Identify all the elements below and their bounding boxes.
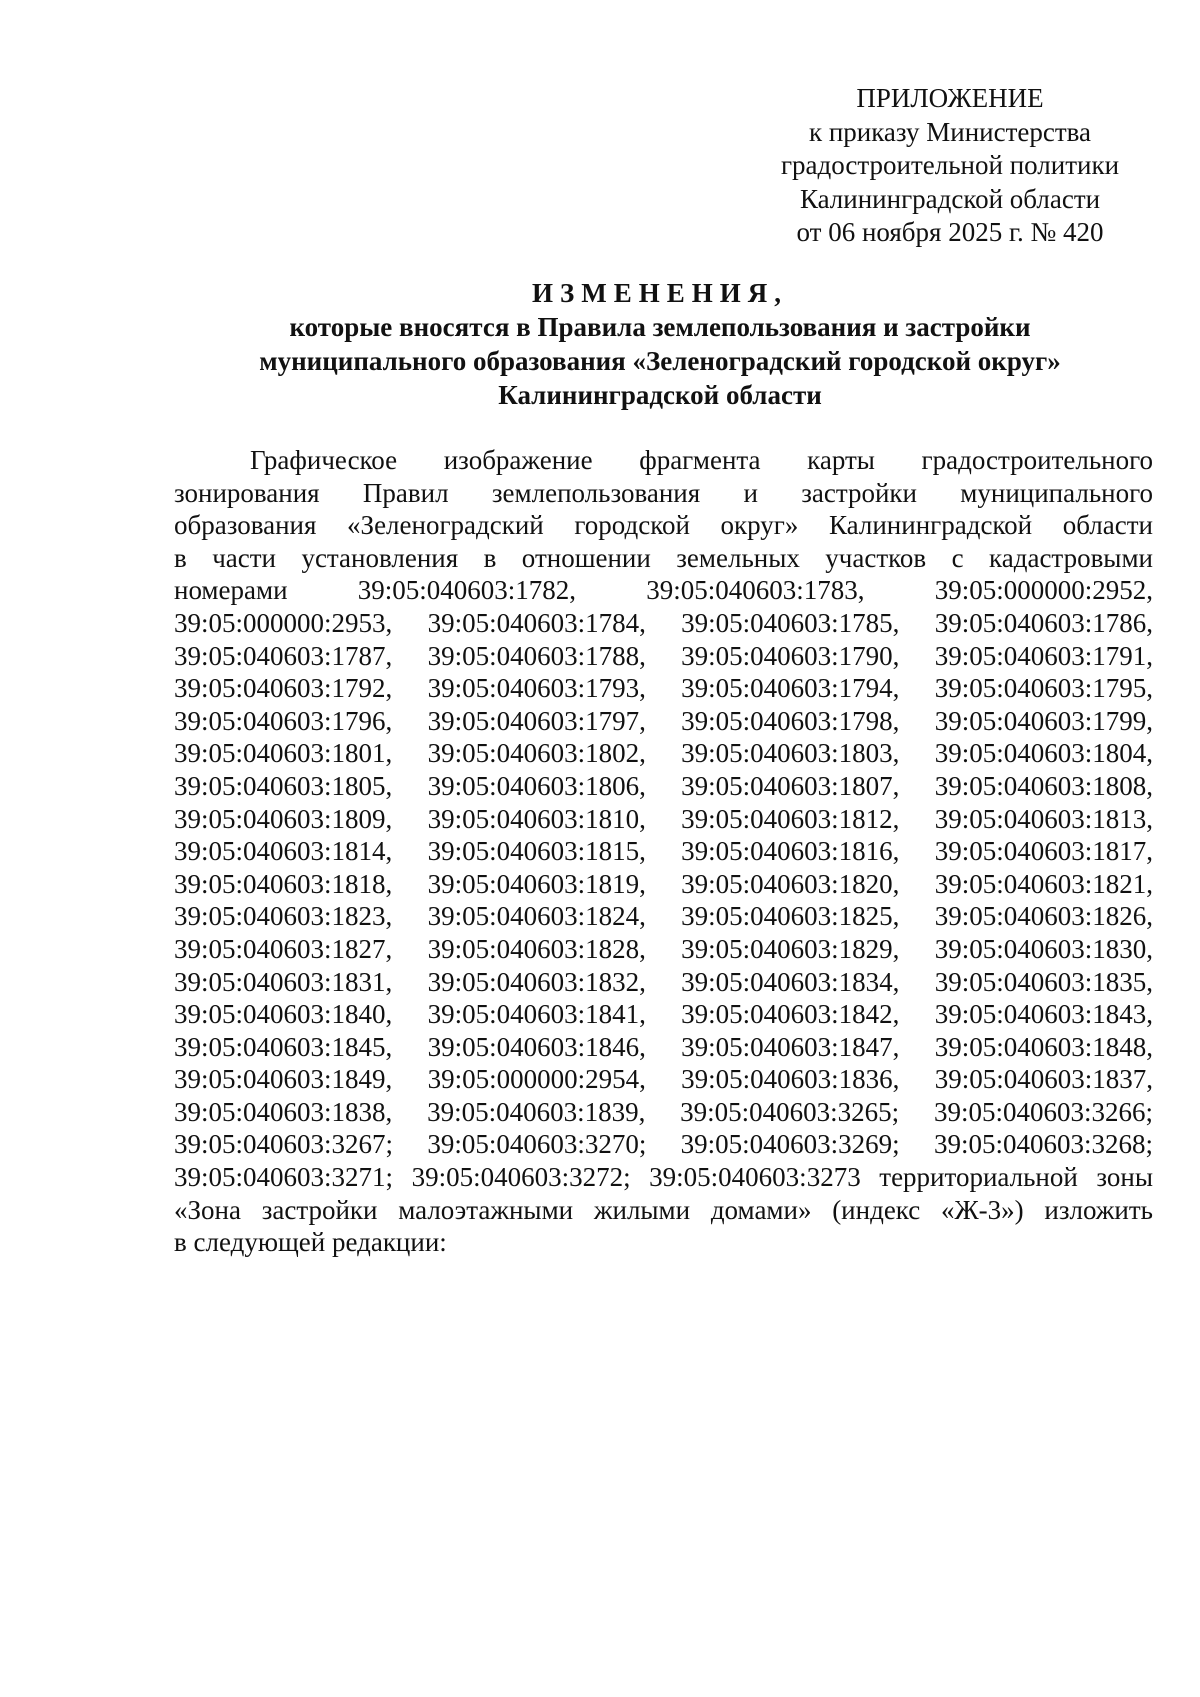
cadastral-number: 39:05:040603:1835,: [934, 966, 1153, 997]
approval-title: ПРИЛОЖЕНИЕ: [856, 83, 1044, 113]
cadastral-row: [174, 998, 1153, 1031]
cadastral-row: [174, 803, 1153, 836]
cadastral-number: 39:05:040603:1788,: [427, 640, 646, 671]
cadastral-row: [174, 640, 1153, 673]
body-paragraph: [174, 444, 1153, 1259]
cadastral-number: 39:05:040603:1797,: [427, 705, 646, 736]
cadastral-number: 39:05:040603:1794,: [681, 673, 900, 704]
cadastral-row: [174, 966, 1153, 999]
cadastral-number: 39:05:040603:1784,: [427, 607, 646, 638]
cadastral-number: 39:05:040603:1796,: [174, 705, 393, 736]
cadastral-number: 39:05:040603:1829,: [681, 933, 900, 964]
cadastral-number: 39:05:040603:1807,: [681, 770, 900, 801]
body-line: Графическое изображение фрагмента карты градостроительного: [250, 445, 1153, 475]
cadastral-row: [174, 835, 1153, 868]
cadastral-row: [174, 737, 1153, 770]
cadastral-number: 39:05:040603:1820,: [681, 868, 900, 899]
approval-ministry: градостроительной политики: [780, 150, 1120, 180]
cadastral-number: 39:05:040603:1827,: [174, 933, 393, 964]
cadastral-row: [174, 900, 1153, 933]
cadastral-row: [174, 607, 1153, 640]
cadastral-number: 39:05:040603:3267;: [174, 1129, 394, 1160]
cadastral-number: 39:05:040603:1804,: [934, 738, 1153, 769]
cadastral-number: 39:05:040603:1824,: [427, 901, 646, 932]
cadastral-number: 39:05:040603:1849,: [174, 1064, 393, 1095]
cadastral-number: 39:05:040603:3269;: [680, 1129, 900, 1160]
cadastral-row: [174, 705, 1153, 738]
cadastral-number: 39:05:040603:1843,: [934, 999, 1153, 1030]
cadastral-number: 39:05:040603:1809,: [174, 803, 393, 834]
cadastral-number: 39:05:040603:1817,: [934, 836, 1153, 867]
cadastral-number: 39:05:040603:1840,: [174, 999, 393, 1030]
cadastral-number: 39:05:040603:1792,: [174, 673, 393, 704]
cadastral-number: 39:05:040603:1821,: [934, 868, 1153, 899]
cadastral-row: [174, 1128, 1153, 1161]
cadastral-number: 39:05:040603:1818,: [174, 868, 393, 899]
cadastral-number: 39:05:000000:2952,: [934, 575, 1153, 606]
approval-date-number: от 06 ноября 2025 г. № 420: [796, 217, 1104, 247]
cadastral-number: 39:05:040603:1799,: [934, 705, 1153, 736]
cadastral-number: 39:05:040603:1790,: [681, 640, 900, 671]
document-title: [160, 276, 1160, 412]
body-line: «Зона застройки малоэтажными жилыми домами» (индекс «Ж-3») изложить: [174, 1194, 1153, 1225]
cadastral-number: 39:05:040603:1814,: [174, 836, 393, 867]
cadastral-number: 39:05:040603:1795,: [934, 673, 1153, 704]
cadastral-number: 39:05:040603:1848,: [934, 1031, 1153, 1062]
cadastral-number: 39:05:040603:1783,: [646, 575, 865, 606]
body-line: зонирования Правил землепользования и застройки муниципального: [174, 477, 1153, 508]
cadastral-number: 39:05:040603:1842,: [681, 999, 900, 1030]
cadastral-number: 39:05:040603:1782,: [357, 575, 577, 606]
cadastral-number: 39:05:040603:1837,: [934, 1064, 1153, 1095]
cadastral-number: 39:05:040603:1825,: [681, 901, 900, 932]
cadastral-number-list: [174, 607, 1153, 1161]
cadastral-row: [174, 574, 1153, 607]
cadastral-row: [174, 1031, 1153, 1064]
cadastral-number: 39:05:040603:1805,: [174, 770, 393, 801]
cadastral-number: 39:05:040603:1845,: [174, 1031, 393, 1062]
cadastral-number: 39:05:040603:3268;: [933, 1129, 1153, 1160]
approval-stamp: [760, 82, 1140, 250]
body-line: в части установления в отношении земельных участков с кадастровыми: [174, 542, 1153, 573]
title-heading: ИЗМЕНЕНИЯ,: [531, 278, 788, 308]
cadastral-number: 39:05:040603:1808,: [934, 770, 1153, 801]
cadastral-number: 39:05:040603:1819,: [427, 868, 646, 899]
cadastral-number: 39:05:040603:1801,: [174, 738, 393, 769]
cadastral-number: 39:05:040603:1839,: [427, 1096, 646, 1127]
cadastral-number: 39:05:040603:1841,: [427, 999, 646, 1030]
cadastral-number: 39:05:040603:1793,: [427, 673, 646, 704]
cadastral-number: 39:05:040603:1787,: [174, 640, 393, 671]
cadastral-number: 39:05:040603:1798,: [681, 705, 900, 736]
cadastral-number: 39:05:040603:1838,: [174, 1096, 393, 1127]
cadastral-row: [174, 672, 1153, 705]
cadastral-number: 39:05:040603:1803,: [681, 738, 900, 769]
cadastral-row: [174, 933, 1153, 966]
body-final-line: в следующей редакции:: [174, 1227, 447, 1258]
cadastral-row: [174, 1063, 1153, 1096]
cadastral-number: 39:05:040603:1831,: [174, 966, 393, 997]
cadastral-number: 39:05:040603:1834,: [681, 966, 900, 997]
cadastral-number: 39:05:040603:1823,: [174, 901, 393, 932]
cadastral-number: 39:05:040603:1816,: [681, 836, 900, 867]
title-line-1: которые вносятся в Правила землепользования и застройки: [289, 312, 1031, 342]
cadastral-number: 39:05:040603:1846,: [427, 1031, 646, 1062]
cadastral-number: 39:05:040603:1785,: [681, 607, 900, 638]
title-line-2: муниципального образования «Зеленоградский городской округ»: [259, 346, 1061, 376]
cadastral-number: 39:05:040603:1830,: [934, 933, 1153, 964]
approval-region: Калининградской области: [799, 183, 1101, 214]
cadastral-number: 39:05:040603:1810,: [427, 803, 646, 834]
title-line-3: Калининградской области: [498, 380, 822, 410]
cadastral-number: 39:05:000000:2953,: [174, 607, 393, 638]
body-line: образования «Зеленоградский городской округ» Калининградской области: [174, 510, 1153, 541]
cadastral-row: [174, 770, 1153, 803]
cadastral-number: 39:05:040603:1847,: [681, 1031, 900, 1062]
cadastral-number: 39:05:040603:1812,: [681, 803, 900, 834]
approval-order-ref: к приказу Министерства: [808, 116, 1092, 147]
cadastral-number: 39:05:040603:1791,: [934, 640, 1153, 671]
cadastral-number: 39:05:040603:1802,: [427, 738, 646, 769]
cadastral-number: 39:05:040603:1815,: [427, 836, 646, 867]
cadastral-number: 39:05:040603:3266;: [933, 1096, 1153, 1127]
cadastral-number: 39:05:040603:1832,: [427, 966, 646, 997]
cadastral-number: 39:05:000000:2954,: [427, 1064, 646, 1095]
cadastral-number: 39:05:040603:1813,: [934, 803, 1153, 834]
body-line: 39:05:040603:3271; 39:05:040603:3272; 39:05:040603:3273 территориальной зоны: [174, 1162, 1153, 1193]
cadastral-row: [174, 868, 1153, 901]
cadastral-number: 39:05:040603:1828,: [427, 933, 646, 964]
cadastral-number: 39:05:040603:1826,: [934, 901, 1153, 932]
cadastral-lead-word: номерами: [174, 575, 288, 606]
cadastral-number: 39:05:040603:1806,: [427, 770, 646, 801]
cadastral-row: [174, 1096, 1153, 1129]
cadastral-number: 39:05:040603:1836,: [681, 1064, 900, 1095]
cadastral-number: 39:05:040603:1786,: [934, 607, 1153, 638]
cadastral-number: 39:05:040603:3265;: [680, 1096, 900, 1127]
cadastral-number: 39:05:040603:3270;: [427, 1129, 647, 1160]
